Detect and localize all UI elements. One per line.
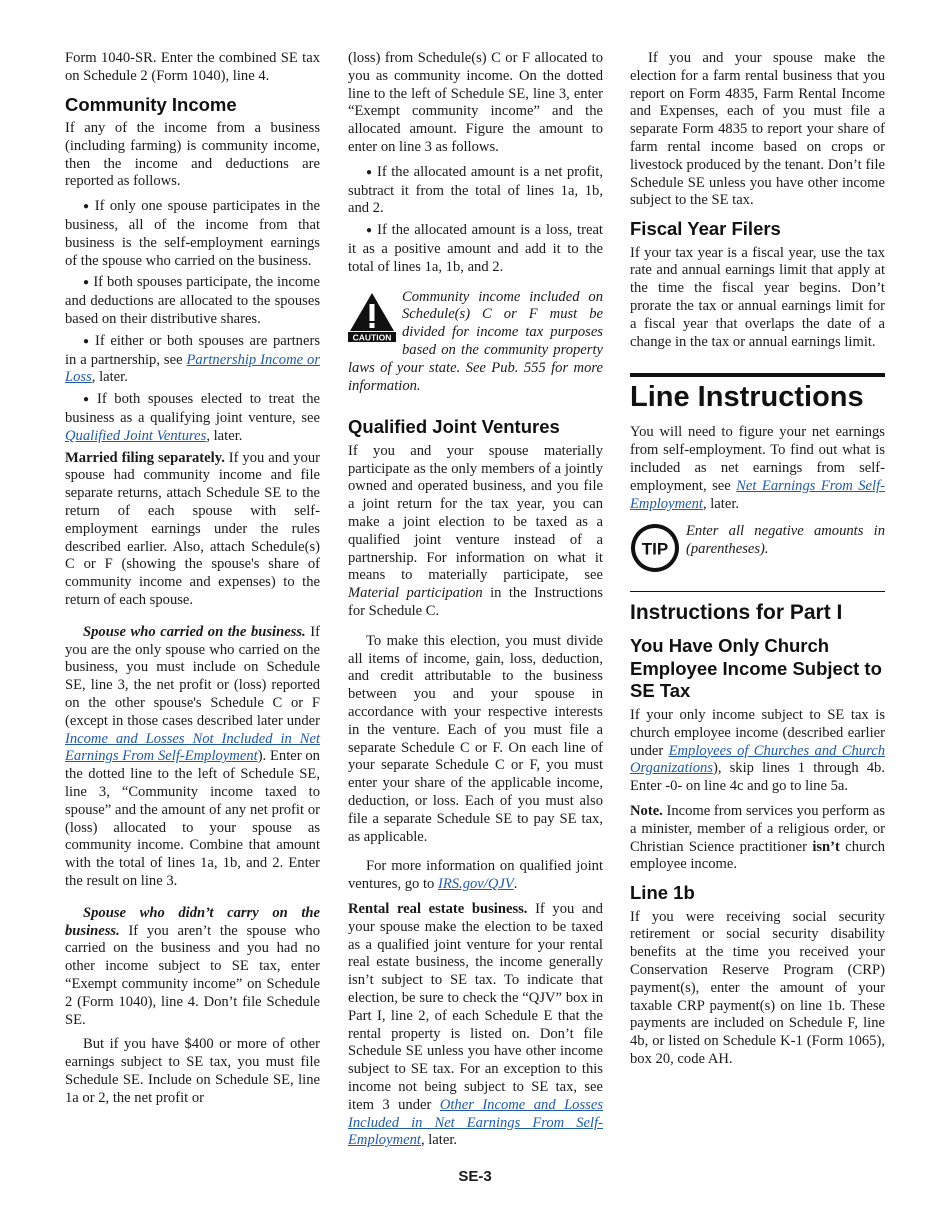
page-number: SE-3	[458, 1168, 492, 1185]
allocated-paragraph: (loss) from Schedule(s) C or F allocated to you as community income. On the dotted line to the left of Schedule SE, line 3, enter “Exempt community income” and the allocated amount. Figure the amount to enter on line 3 as follows.	[348, 50, 603, 155]
tip-note	[630, 523, 885, 573]
link-qualified-joint-ventures[interactable]: Qualified Joint Ventures	[65, 427, 207, 444]
caution-note	[348, 289, 603, 403]
column-1	[65, 50, 320, 1115]
bullet-net-profit: ● If the allocated amount is a net profit, subtract it from the total of lines 1a, 1b, and 2.	[348, 164, 603, 218]
church-paragraph: If your only income subject to SE tax is church employee income (described earlier under Employees of Churches and Church Organizations), skip lines 1 through 4b. Enter -0- on line 4c and go to line 5a.	[630, 706, 885, 795]
line-instructions-paragraph: You will need to figure your net earnings from self-employment. To find out what is included as net earnings from self-employment, see Net Earnings From Self-Employment, later.	[630, 424, 885, 512]
bullet-loss: ● If the allocated amount is a loss, treat it as a positive amount and add it to the total of lines 1a, 1b, and 2.	[348, 222, 603, 276]
caution-icon	[348, 291, 396, 343]
note-paragraph: Note. Income from services you perform as a minister, member of a religious order, or Christian Science practitioner isn’t church employee income.	[630, 802, 886, 873]
caution-label: CAUTION	[352, 332, 392, 343]
spouse-carried-paragraph: Spouse who carried on the business. If you are the only spouse who carried on the business, you must include on Schedule SE, line 3, the net profit or (loss) reported on the other spouse's Schedule C or F (except in those cases described later under Income and Losses Not Included in Net Earnings From Self-Employment). Enter on the dotted line to the left of Schedule SE, line 3, “Community income taxed to spouse” and the amount of any net profit or (loss) allocated to your spouse as community income. Combine that amount with the total of lines 1a, 1b, and 2. Enter the result on line 3.	[65, 623, 320, 889]
married-filing-separately: Married filing separately. If you and your spouse had community income and file separate returns, attach Schedule SE to the return of each spouse with self-employment earnings under the rules described earlier. Also, attach Schedule(s) C or F (showing the spouse's share of community income and expenses) to the return of each spouse.	[65, 449, 320, 609]
community-paragraph: If any of the income from a business (including farming) is community income, then the income and deductions are reported as follows.	[65, 120, 320, 190]
link-income-losses-not-included[interactable]: Income and Losses Not Included in Net Earnings From Self-Employment	[65, 730, 320, 765]
heading-instructions-part-1: Instructions for Part I	[630, 601, 843, 625]
line-instructions-section	[630, 373, 885, 573]
link-other-income-losses-included[interactable]: Other Income and Losses Included in Net Earnings From Self-Employment	[348, 1096, 603, 1149]
link-partnership-income[interactable]: Partnership Income or Loss	[65, 351, 320, 386]
heading-line-instructions: Line Instructions	[630, 381, 864, 414]
other-earnings-paragraph: But if you have $400 or more of other earnings subject to SE tax, you must file Schedule SE. Include on Schedule SE, line 1a or 2, the net profit or	[65, 1036, 320, 1106]
caution-text: Community income included on Schedule(s) C or F must be divided for income tax purposes based on the community property laws of your state. See Pub. 555 for more information.	[348, 288, 603, 394]
bullet-qjv: ● If both spouses elected to treat the business as a qualifying joint venture, see Qualified Joint Ventures, later.	[65, 391, 320, 445]
column-3	[630, 50, 885, 1076]
line-1b-paragraph: If you were receiving social security retirement or social security disability benefits at the time you received your Conservation Reserve Program (CRP) payment(s), enter the amount of your taxable CRP payment(s) on line 1b. These payments are included on Schedule F, line 4b, or listed on Schedule K-1 (Form 1065), box 20, code AH.	[630, 908, 885, 1067]
qjv-paragraph-1: If you and your spouse materially participate as the only members of a jointly owned and operated business, and you file a joint return for the tax year, you can make a joint election to be taxed as a qualified joint venture instead of a partnership. For information on what it means to materially participate, see Material participation in the Instructions for Schedule C.	[348, 442, 603, 620]
bullet-partners: ● If either or both spouses are partners in a partnership, see Partnership Income or Loss, later.	[65, 333, 320, 387]
spouse-didnt-carry-paragraph: Spouse who didn’t carry on the business. If you aren’t the spouse who carried on the business and you had no other income subject to SE tax, enter “Exempt community income” on Schedule 2 (Form 1040), line 4. Don’t file Schedule SE.	[65, 904, 320, 1028]
link-employees-of-churches[interactable]: Employees of Churches and Church Organizations	[630, 742, 885, 777]
heading-community-income: Community Income	[65, 93, 237, 115]
fiscal-paragraph: If your tax year is a fiscal year, use the tax rate and annual earnings limit that apply at the time the fiscal year begins. Don’t prorate the tax or annual earnings limit for a fiscal year that overlaps the date of a change in the tax or annual earnings limit.	[630, 244, 885, 350]
part-one-section	[630, 591, 885, 1068]
farm-rental-paragraph: If you and your spouse make the election for a farm rental business that you report on Form 4835, Farm Rental Income and Expenses, each of you must file a separate Form 4835 to report your share of farm rental income based on crops or livestock produced by the tenant. Don’t file Schedule SE unless you have other income subject to the SE tax.	[630, 50, 885, 209]
link-irs-qjv[interactable]: IRS.gov/QJV	[437, 876, 514, 893]
bullet-one-spouse: ● If only one spouse participates in the business, all of the income from that business is the self-employment earnings of the spouse who carried on the business.	[65, 198, 320, 270]
tip-icon	[630, 523, 680, 573]
heading-fiscal-year-filers: Fiscal Year Filers	[630, 218, 781, 240]
qjv-paragraph-3: For more information on qualified joint ventures, go to IRS.gov/QJV.	[348, 858, 603, 893]
heading-line-1b: Line 1b	[630, 882, 695, 904]
tip-text: Enter all negative amounts in (parentheses).	[686, 523, 885, 558]
heading-qualified-joint-ventures: Qualified Joint Ventures	[348, 416, 560, 438]
bullet-both-spouses: ● If both spouses participate, the income and deductions are allocated to the spouses based on their distributive shares.	[65, 274, 320, 328]
rental-real-estate-paragraph: Rental real estate business. If you and your spouse make the election to be taxed as a qualified joint venture for your rental real estate business, the income generally isn’t subject to SE tax. To indicate that election, be sure to check the “QJV” box in Part I, line 2, of each Schedule E that the rental property is listed on. Don’t file Schedule SE unless you have other income subject to SE tax. For an exception to this income not being subject to SE tax, see item 3 under Other Income and Losses Included in Net Earnings From Self-Employment, later.	[348, 900, 603, 1149]
heading-church-employee-income: You Have Only Church Employee Income Subject to SE Tax	[630, 635, 882, 702]
intro-paragraph: Form 1040-SR. Enter the combined SE tax on Schedule 2 (Form 1040), line 4.	[65, 50, 320, 84]
link-net-earnings[interactable]: Net Earnings From Self-Employment	[630, 477, 885, 512]
qjv-paragraph-2: To make this election, you must divide all items of income, gain, loss, deduction, and credit attributable to the business between you and your spouse in accordance with your respective interests in the venture. Each of you must file a separate Schedule C or F. On each line of your separate Schedule C or F, you must enter your share of the applicable income, deduction, or loss. Each of you must also file a separate Schedule SE to pay SE tax, as applicable.	[348, 632, 603, 845]
tip-label: TIP	[641, 539, 669, 559]
column-2	[348, 50, 603, 1157]
